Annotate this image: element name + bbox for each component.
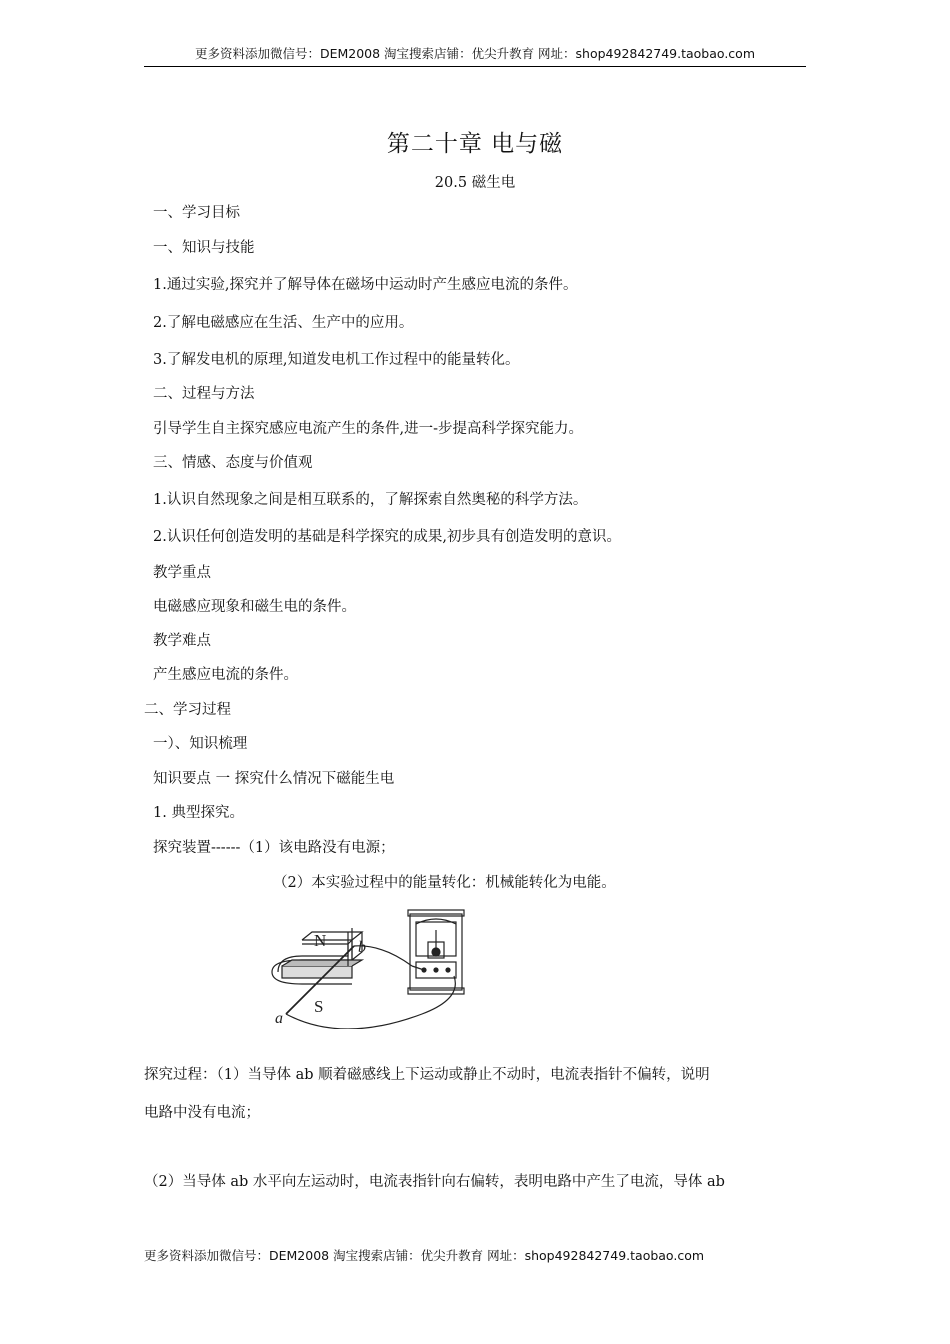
knowledge-point-1: 知识要点 一 探究什么情况下磁能生电 [153,771,395,787]
experiment-figure [262,904,472,1029]
difficulty-text: 产生感应电流的条件。 [153,667,298,683]
heading-learning-goals: 一、学习目标 [153,205,240,221]
value-item-2: 2.认识任何创造发明的基础是科学探究的成果,初步具有创造发明的意识。 [153,529,621,545]
heading-emotion-values: 三、情感、态度与价值观 [153,455,313,471]
label-a: a [275,1010,283,1027]
heading-learning-process: 二、学习过程 [144,702,231,718]
label-b: b [358,939,366,956]
heading-difficulty: 教学难点 [153,633,211,649]
page-footer: 更多资料添加微信号：DEM2008 淘宝搜索店铺：优尖升教育 网址：shop492842749.taobao.com [144,1248,705,1263]
inquiry-process-line-3: （2）当导体 ab 水平向左运动时，电流表指针向右偏转，表明电路中产生了电流，导体 ab [144,1174,725,1190]
label-n: N [314,931,327,950]
heading-process-method: 二、过程与方法 [153,386,255,402]
induction-apparatus-diagram [262,904,472,1029]
apparatus-note-2: （2）本实验过程中的能量转化：机械能转化为电能。 [273,875,616,891]
inquiry-process-line-2: 电路中没有电流； [144,1105,260,1121]
label-s: S [314,997,324,1016]
page-header: 更多资料添加微信号：DEM2008 淘宝搜索店铺：优尖升教育 网址：shop492842749.taobao.com [144,44,806,67]
chapter-title: 第二十章 电与磁 [386,131,564,157]
goal-item-3: 3.了解发电机的原理,知道发电机工作过程中的能量转化。 [153,352,520,368]
value-item-1: 1.认识自然现象之间是相互联系的，了解探索自然奥秘的科学方法。 [153,492,588,508]
heading-knowledge-sort: 一）、知识梳理 [153,736,248,752]
section-title: 20.5 磁生电 [434,175,516,191]
goal-item-2: 2.了解电磁感应在生活、生产中的应用。 [153,315,414,331]
heading-key-points: 教学重点 [153,565,211,581]
inquiry-process-line-1: 探究过程：（1）当导体 ab 顺着磁感线上下运动或静止不动时，电流表指针不偏转，说明 [144,1067,710,1083]
process-text: 引导学生自主探究感应电流产生的条件,进一-步提高科学探究能力。 [153,421,584,437]
apparatus-note-1: 探究装置------（1）该电路没有电源； [153,840,395,856]
typical-inquiry: 1. 典型探究。 [153,805,244,821]
key-point-text: 电磁感应现象和磁生电的条件。 [153,599,356,615]
goal-item-1: 1.通过实验,探究并了解导体在磁场中运动时产生感应电流的条件。 [153,277,578,293]
heading-knowledge-skills: 一、知识与技能 [153,240,255,256]
